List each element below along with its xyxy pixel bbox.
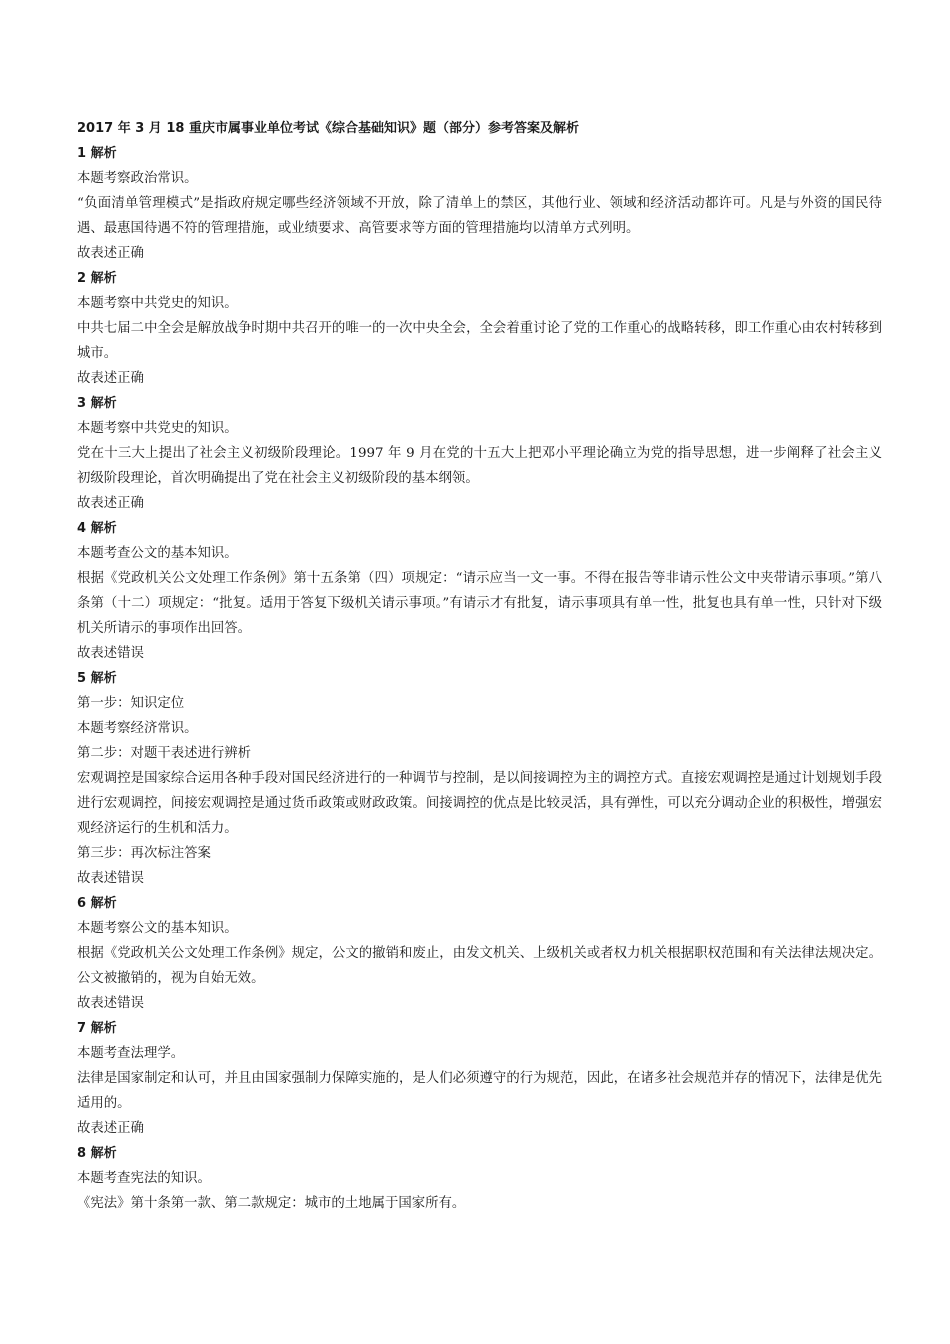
paragraph: 本题考察政治常识。 xyxy=(77,171,198,186)
paragraph: 法律是国家制定和认可，并且由国家强制力保障实施的，是人们必须遵守的行为规范，因此，在诸多社会规范并存的情况下，法律是优先适用的。 xyxy=(77,1071,882,1111)
section-6 xyxy=(77,891,882,1016)
paragraph: 《宪法》第十条第一款、第二款规定：城市的土地属于国家所有。 xyxy=(77,1196,466,1211)
section-heading: 8 解析 xyxy=(77,1146,117,1161)
section-2 xyxy=(77,266,882,391)
paragraph: 宏观调控是国家综合运用各种手段对国民经济进行的一种调节与控制，是以间接调控为主的调控方式。直接宏观调控是通过计划规划手段进行宏观调控，间接宏观调控是通过货币政策或财政政策。间接调控的优点是比较灵活，具有弹性，可以充分调动企业的积极性，增强宏观经济运行的生机和活力。 xyxy=(77,771,882,836)
paragraph: 故表述错误 xyxy=(77,996,144,1011)
paragraph: 第一步：知识定位 xyxy=(77,696,185,711)
paragraph: 本题考查法理学。 xyxy=(77,1046,185,1061)
section-8 xyxy=(77,1141,882,1216)
paragraph: 本题考察中共党史的知识。 xyxy=(77,296,238,311)
paragraph: 故表述正确 xyxy=(77,1121,144,1136)
paragraph: 本题考查公文的基本知识。 xyxy=(77,546,238,561)
paragraph: 故表述正确 xyxy=(77,246,144,261)
paragraph: 故表述正确 xyxy=(77,496,144,511)
paragraph: 故表述错误 xyxy=(77,871,144,886)
paragraph: 本题考察公文的基本知识。 xyxy=(77,921,238,936)
paragraph: 中共七届二中全会是解放战争时期中共召开的唯一的一次中央全会，全会着重讨论了党的工作重心的战略转移，即工作重心由农村转移到城市。 xyxy=(77,321,882,361)
paragraph: 根据《党政机关公文处理工作条例》规定，公文的撤销和废止，由发文机关、上级机关或者权力机关根据职权范围和有关法律法规决定。公文被撤销的，视为自始无效。 xyxy=(77,946,882,986)
section-3 xyxy=(77,391,882,516)
section-heading: 2 解析 xyxy=(77,271,117,286)
paragraph: 本题考查宪法的知识。 xyxy=(77,1171,211,1186)
document-body xyxy=(77,116,882,1216)
paragraph: 第二步：对题干表述进行辨析 xyxy=(77,746,252,761)
paragraph: 根据《党政机关公文处理工作条例》第十五条第（四）项规定：“请示应当一文一事。不得在报告等非请示性公文中夹带请示事项。”第八条第（十二）项规定：“批复。适用于答复下级机关请示事项。”有请示才有批复，请示事项具有单一性，批复也具有单一性，只针对下级机关所请示的事项作出回答。 xyxy=(77,571,882,636)
section-heading: 4 解析 xyxy=(77,521,117,536)
paragraph: “负面清单管理模式”是指政府规定哪些经济领域不开放，除了清单上的禁区，其他行业、领域和经济活动都许可。凡是与外资的国民待遇、最惠国待遇不符的管理措施，或业绩要求、高管要求等方面的管理措施均以清单方式列明。 xyxy=(77,196,882,236)
section-1 xyxy=(77,141,882,266)
section-4 xyxy=(77,516,882,666)
paragraph: 故表述正确 xyxy=(77,371,144,386)
section-heading: 6 解析 xyxy=(77,896,117,911)
paragraph: 本题考察经济常识。 xyxy=(77,721,198,736)
document-title: 2017 年 3 月 18 重庆市属事业单位考试《综合基础知识》题（部分）参考答案及解析 xyxy=(77,121,579,136)
section-heading: 7 解析 xyxy=(77,1021,117,1036)
section-7 xyxy=(77,1016,882,1141)
paragraph: 故表述错误 xyxy=(77,646,144,661)
paragraph: 本题考察中共党史的知识。 xyxy=(77,421,238,436)
paragraph: 第三步：再次标注答案 xyxy=(77,846,211,861)
section-heading: 5 解析 xyxy=(77,671,117,686)
section-5 xyxy=(77,666,882,891)
paragraph: 党在十三大上提出了社会主义初级阶段理论。1997 年 9 月在党的十五大上把邓小平理论确立为党的指导思想，进一步阐释了社会主义初级阶段理论，首次明确提出了党在社会主义初级阶段的基本纲领。 xyxy=(77,446,882,486)
section-heading: 1 解析 xyxy=(77,146,117,161)
section-heading: 3 解析 xyxy=(77,396,117,411)
